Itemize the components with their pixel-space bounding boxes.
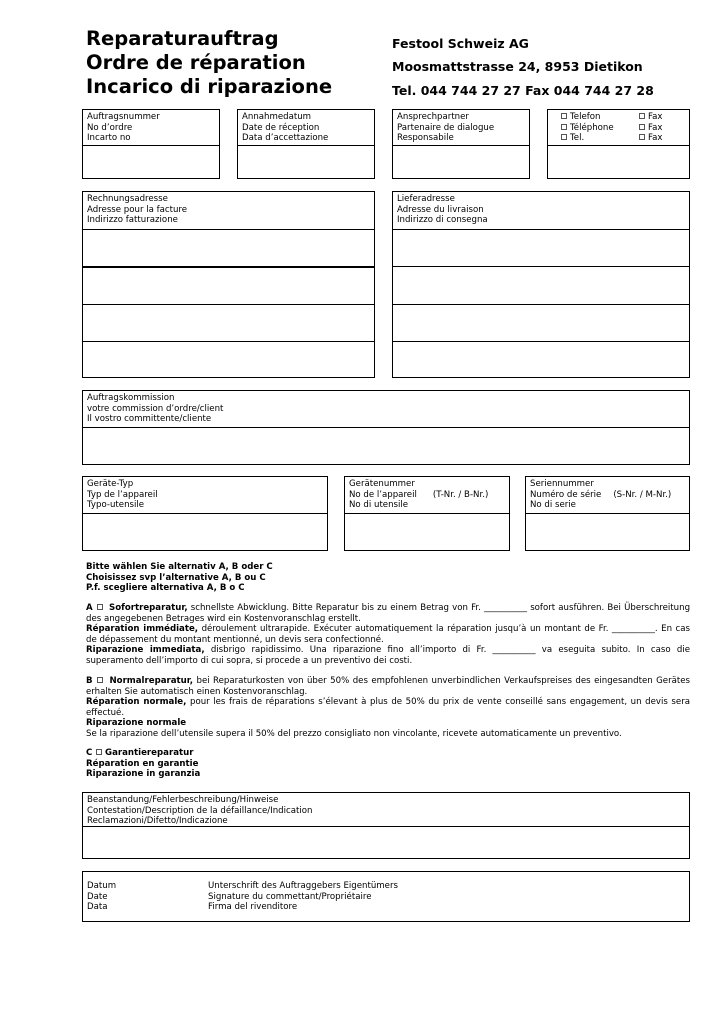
checkbox-phone-it[interactable] (561, 134, 567, 140)
device-type-field[interactable] (83, 514, 327, 550)
communication-fax-options: Fax Fax Fax (638, 112, 663, 144)
received-date-label: Annahmedatum Date de réception Data d’accettazione (242, 112, 329, 143)
delivery-address-field[interactable] (393, 230, 689, 377)
serial-number-box (525, 476, 690, 551)
device-type-box (82, 476, 328, 551)
order-number-label: Auftragsnummer No d’ordre Incarto no (87, 112, 160, 143)
billing-address-box (82, 191, 375, 378)
complaint-box (82, 792, 690, 859)
signature-label: Unterschrift des Auftraggebers Eigentümers Signature du commettant/Propriétaire Firma del rivenditore (208, 881, 398, 912)
checkbox-option-b[interactable] (97, 677, 103, 683)
order-number-box (82, 109, 220, 179)
communication-options: Telefon Téléphone Tel. (560, 112, 614, 144)
device-type-label: Geräte-Typ Typ de l’appareil Typo-utensile (87, 479, 158, 510)
complaint-label: Beanstandung/Fehlerbeschreibung/Hinweise Contestation/Description de la défaillance/Indication Reclamazioni/Difetto/Indicazione (87, 795, 313, 826)
commission-label: Auftragskommission votre commission d’ordre/client Il vostro committente/cliente (87, 393, 224, 424)
serial-number-field[interactable] (526, 514, 689, 550)
received-date-field[interactable] (238, 146, 374, 178)
contact-label: Ansprechpartner Partenaire de dialogue Responsabile (397, 112, 495, 143)
serial-number-label: Seriennummer Numéro de série (S-Nr. / M-Nr.) No di serie (530, 479, 672, 510)
commission-field[interactable] (83, 428, 689, 464)
option-c-block: C Garantiereparatur Réparation en garantie Riparazione in garanzia (86, 748, 201, 780)
date-label: Datum Date Data (87, 881, 117, 912)
checkbox-fax-it[interactable] (639, 134, 645, 140)
device-number-label: Gerätenummer No de l’appareil (T-Nr. / B-Nr.) No di utensile (349, 479, 489, 510)
communication-field[interactable] (548, 146, 689, 178)
choose-instructions: Bitte wählen Sie alternativ A, B oder C Choisissez svp l’alternative A, B ou C P.f. scegliere alternativa A, B o C (86, 562, 273, 594)
checkbox-option-a[interactable] (97, 604, 103, 610)
complaint-field[interactable] (83, 827, 689, 858)
received-date-box (237, 109, 375, 179)
order-number-field[interactable] (83, 146, 219, 178)
device-number-field[interactable] (345, 514, 509, 550)
company-name: Festool Schweiz AG (392, 36, 529, 51)
billing-address-field[interactable] (83, 230, 374, 377)
device-number-box (344, 476, 510, 551)
billing-address-label: Rechnungsadresse Adresse pour la facture Indirizzo fatturazione (87, 194, 188, 225)
checkbox-phone-fr[interactable] (561, 124, 567, 130)
contact-field[interactable] (393, 146, 529, 178)
company-address: Moosmattstrasse 24, 8953 Dietikon (392, 59, 643, 74)
form-title-it: Incarico di riparazione (86, 75, 333, 98)
option-a-block: A Sofortreparatur, schnellste Abwicklung. Bitte Reparatur bis zu einem Betrag von Fr. __________ sofort ausführen. Bei Überschreitung des angegebenen Betrages wird ein Kostenvoranschlag erstellt. Réparation immédiate, déroulement ultrarapide. Exécuter automatiquement la réparation jusqu’à un montant de Fr. __________. En cas de dépassement du montant mentionné, un devis sera confectionné. Riparazione immediata, disbrigo rapidissimo. Una riparazione fino all’importo di Fr. __________ va eseguita subito. In caso die superamento dell’importo di cui sopra, si procede a un preventivo dei costi. (86, 603, 691, 666)
form-title-fr: Ordre de réparation (86, 51, 306, 74)
form-title-de: Reparaturauftrag (86, 27, 279, 50)
communication-box (547, 109, 690, 179)
checkbox-phone[interactable] (561, 113, 567, 119)
checkbox-option-c[interactable] (96, 749, 102, 755)
delivery-address-label: Lieferadresse Adresse du livraison Indirizzo di consegna (397, 194, 488, 225)
checkbox-fax-fr[interactable] (639, 124, 645, 130)
contact-box (392, 109, 530, 179)
company-phone: Tel. 044 744 27 27 Fax 044 744 27 28 (392, 83, 654, 98)
delivery-address-box (392, 191, 690, 378)
signature-box (82, 871, 690, 922)
checkbox-fax[interactable] (639, 113, 645, 119)
commission-box (82, 390, 690, 465)
option-b-block: B Normalreparatur, bei Reparaturkosten von über 50% des empfohlenen unverbindlichen Verkaufspreises des eingesandten Gerätes erhalten Sie automatisch einen Kostenvoranschlag. Réparation normale, pour les frais de réparations s’élevant à plus de 50% du prix de vente conseillé sans engagement, un devis sera effectué. Riparazione normale Se la riparazione dell’utensile supera il 50% del prezzo consigliato non vincolante, ricevete automaticamente un preventivo. (86, 676, 691, 739)
